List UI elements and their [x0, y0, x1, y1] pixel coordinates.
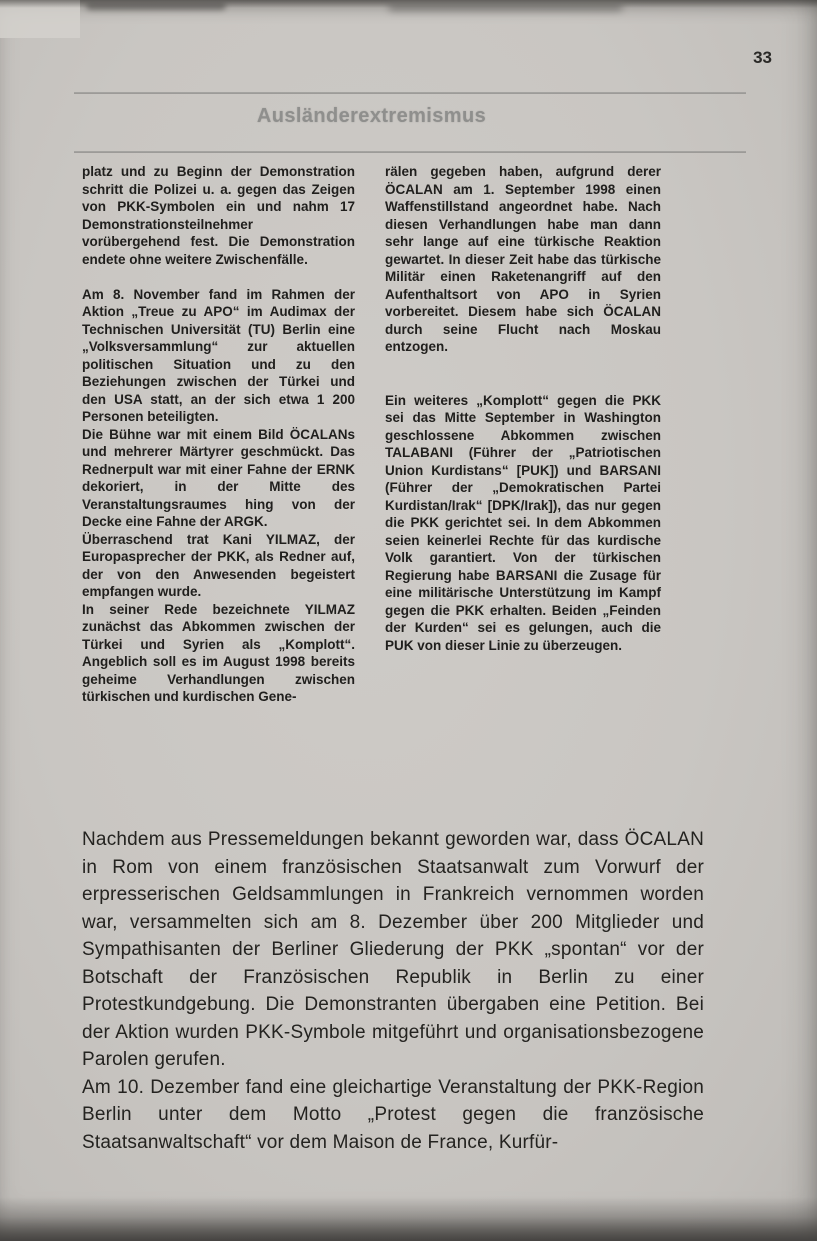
header-rule-top	[74, 92, 746, 94]
scan-artifact-smudge-right	[388, 2, 623, 11]
page-number: 33	[753, 48, 772, 67]
two-column-text	[82, 163, 661, 706]
scan-artifact-bottom-band	[0, 1197, 817, 1241]
body-paragraph: Am 10. Dezember fand eine gleichartige Veranstaltung der PKK-Region Berlin unter dem Motto „Protest gegen die französische Staatsanwaltschaft“ vor dem Maison de France, Kurfür-	[82, 1076, 704, 1153]
column-paragraph: Ein weiteres „Komplott“ gegen die PKK sei das Mitte September in Washington geschlossene Abkommen zwischen TALABANI (Führer der „Patriotischen Union Kurdistans“ [PUK]) und BARSANI (Führer der „Demokratischen Partei Kurdistan/Irak“ [DPK/Irak]), das nur gegen die PKK gerichtet sei. In dem Abkommen seien keinerlei Rechte für das kurdische Volk garantiert. Von der türkischen Regierung habe BARSANI die Zusage für eine militärische Unterstützung im Kampf gegen die PKK erhalten. Beiden „Feinden der Kurden“ sei es gelungen, auch die PUK von dieser Linie zu überzeugen.	[385, 392, 661, 653]
column-paragraph: rälen gegeben haben, aufgrund derer ÖCALAN am 1. September 1998 einen Waffenstillstand angeordnet habe. Nach diesen Verhandlungen habe man dann sehr lange auf eine türkische Reaktion gewartet. In dieser Zeit habe das türkische Militär einen Raketenangriff auf den Aufenthaltsort von APO in Syrien vorbereitet. Diesem habe sich ÖCALAN durch seine Flucht nach Moskau entzogen.	[385, 164, 661, 354]
body-paragraph: Nachdem aus Pressemeldungen bekannt geworden war, dass ÖCALAN in Rom von einem französischen Staatsanwalt zum Vorwurf der erpresserischen Geldsammlungen in Frankreich vernommen worden war, versammelten sich am 8. Dezember über 200 Mitglieder und Sympathisanten der Berliner Gliederung der PKK „spontan“ vor der Botschaft der Französischen Republik in Berlin zu einer Protestkundgebung. Die Demonstranten übergaben eine Petition. Bei der Aktion wurden PKK-Symbole mitgeführt und organisationsbezogene Parolen gerufen.	[82, 829, 704, 1070]
column-paragraph: Am 8. November fand im Rahmen der Aktion „Treue zu APO“ im Audimax der Technischen Universität (TU) Berlin eine „Volksversammlung“ zur aktuellen politischen Situation und zu den Beziehungen zwischen der Türkei und den USA statt, an der sich etwa 1 200 Personen beteiligten.	[82, 286, 355, 424]
section-title: Ausländerextremismus	[256, 105, 487, 127]
right-column	[385, 163, 661, 706]
header-rule-bottom	[74, 151, 746, 153]
column-paragraph: Die Bühne war mit einem Bild ÖCALANs und mehrerer Märtyrer geschmückt. Das Rednerpult war mit einer Fahne der ERNK dekoriert, in der Mitte des Veranstaltungsraumes hing von der Decke eine Fahne der ARGK.	[82, 426, 355, 529]
column-paragraph: Überraschend trat Kani YILMAZ, der Europasprecher der PKK, als Redner auf, der von den Anwesenden begeistert empfangen wurde.	[82, 531, 355, 599]
scan-artifact-smudge-left	[86, 1, 226, 10]
column-paragraph: platz und zu Beginn der Demonstration schritt die Polizei u. a. gegen das Zeigen von PKK-Symbolen ein und nahm 17 Demonstrationsteilnehmer vorübergehend fest. Die Demonstration endete ohne weitere Zwischenfälle.	[82, 164, 355, 267]
column-paragraph: In seiner Rede bezeichnete YILMAZ zunächst das Abkommen zwischen der Türkei und Syrien als „Komplott“. Angeblich soll es im August 1998 bereits geheime Verhandlungen zwischen türkischen und kurdischen Gene-	[82, 601, 355, 704]
left-column	[82, 163, 355, 706]
body-text-block	[82, 826, 704, 1156]
